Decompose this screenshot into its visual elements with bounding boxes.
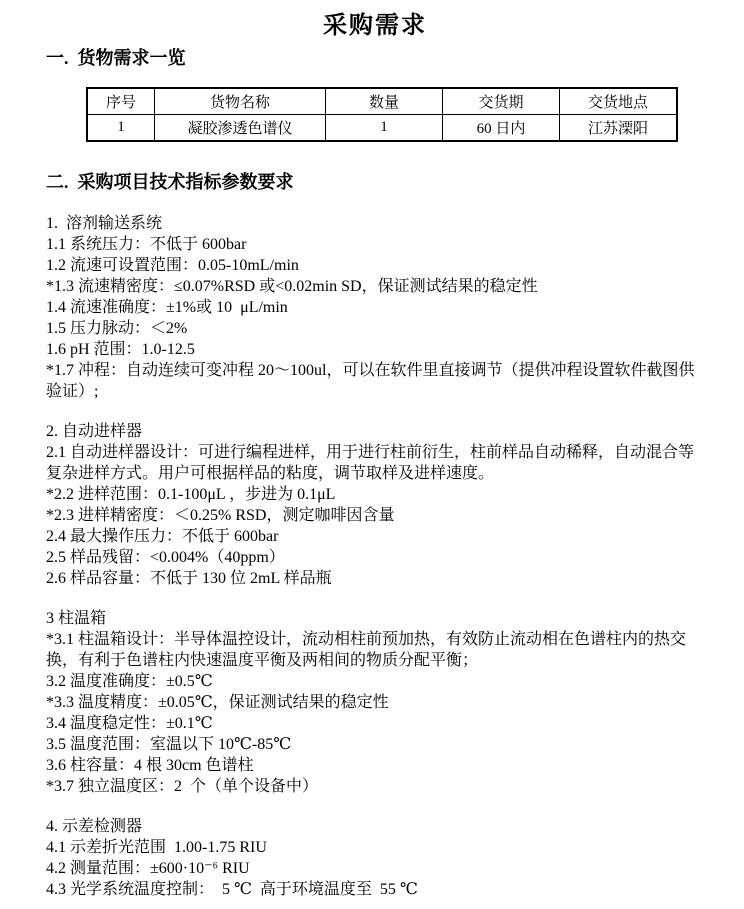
goods-table-head bbox=[87, 88, 677, 115]
section-1-heading: 一. 货物需求一览 bbox=[46, 48, 186, 68]
spec-line: *3.3 温度精度：±0.05℃，保证测试结果的稳定性 bbox=[46, 694, 389, 711]
spec-line: 2. 自动进样器 bbox=[46, 423, 143, 440]
spec-line: 2.1 自动进样器设计：可进行编程进样，用于进行柱前衍生，柱前样品自动稀释，自动混合等 bbox=[46, 444, 695, 461]
header-cell-qty: 数量 bbox=[326, 88, 443, 115]
header-cell-place: 交货地点 bbox=[560, 88, 678, 115]
spec-line: 4.3 光学系统温度控制： 5 ℃ 高于环境温度至 55 ℃ bbox=[46, 881, 418, 898]
spec-blank-line bbox=[46, 402, 704, 421]
spec-line: 1.1 系统压力：不低于 600bar bbox=[46, 236, 247, 253]
cell-qty: 1 bbox=[326, 115, 443, 142]
spec-line: 4.2 测量范围：±600·10⁻⁶ RIU bbox=[46, 860, 250, 877]
spec-line: *2.3 进样精密度：＜0.25% RSD，测定咖啡因含量 bbox=[46, 507, 395, 524]
cell-place: 江苏溧阳 bbox=[560, 115, 678, 142]
goods-table-header-row bbox=[87, 88, 677, 115]
spec-line: 3 柱温箱 bbox=[46, 610, 107, 627]
spec-line: *3.1 柱温箱设计：半导体温控设计，流动相柱前预加热，有效防止流动相在色谱柱内的热交 bbox=[46, 631, 687, 648]
spec-line: 1.6 pH 范围：1.0-12.5 bbox=[46, 341, 195, 358]
spec-line: 1.4 流速准确度：±1%或 10 μL/min bbox=[46, 299, 288, 316]
cell-date: 60 日内 bbox=[443, 115, 560, 142]
spec-line: 4.1 示差折光范围 1.00-1.75 RIU bbox=[46, 839, 267, 856]
spec-line: 2.4 最大操作压力：不低于 600bar bbox=[46, 528, 279, 545]
spec-line: *3.7 独立温度区：2 个（单个设备中） bbox=[46, 778, 319, 795]
goods-table bbox=[86, 87, 678, 142]
spec-line: 3.4 温度稳定性：±0.1℃ bbox=[46, 715, 213, 732]
spec-line: 4. 示差检测器 bbox=[46, 818, 143, 835]
document-title: 采购需求 bbox=[323, 13, 427, 39]
spec-line: *1.7 冲程：自动连续可变冲程 20～100ul，可以在软件里直接调节（提供冲程设置软件截图供 bbox=[46, 362, 695, 379]
spec-line: 3.2 温度准确度：±0.5℃ bbox=[46, 673, 213, 690]
spec-line: 3.5 温度范围：室温以下 10℃-85℃ bbox=[46, 736, 292, 753]
cell-seq: 1 bbox=[87, 115, 155, 142]
spec-line: 1.2 流速可设置范围：0.05-10mL/min bbox=[46, 257, 299, 274]
spec-line: 3.6 柱容量：4 根 30cm 色谱柱 bbox=[46, 757, 254, 774]
spec-line: 2.5 样品残留：<0.004%（40ppm） bbox=[46, 549, 285, 566]
header-cell-name: 货物名称 bbox=[155, 88, 326, 115]
spec-blank-line bbox=[46, 797, 704, 816]
spec-line: 1.5 压力脉动：＜2% bbox=[46, 320, 188, 337]
header-cell-date: 交货期 bbox=[443, 88, 560, 115]
spec-line: 换，有利于色谱柱内快速温度平衡及两相间的物质分配平衡； bbox=[46, 652, 479, 669]
cell-name: 凝胶渗透色谱仪 bbox=[155, 115, 326, 142]
table-row bbox=[87, 115, 677, 142]
spec-list bbox=[46, 213, 704, 900]
spec-line: 复杂进样方式。用户可根据样品的粘度，调节取样及进样速度。 bbox=[46, 465, 495, 482]
goods-table-body bbox=[87, 115, 677, 142]
spec-blank-line bbox=[46, 589, 704, 608]
spec-line: *1.3 流速精密度：≤0.07%RSD 或<0.02min SD，保证测试结果的稳定性 bbox=[46, 278, 538, 295]
spec-line: *2.2 进样范围：0.1-100μL ，步进为 0.1μL bbox=[46, 486, 336, 503]
spec-line: 验证）; bbox=[46, 383, 99, 400]
spec-line: 2.6 样品容量：不低于 130 位 2mL 样品瓶 bbox=[46, 570, 332, 587]
section-2-heading: 二. 采购项目技术指标参数要求 bbox=[46, 172, 294, 192]
header-cell-seq: 序号 bbox=[87, 88, 155, 115]
spec-line: 1. 溶剂输送系统 bbox=[46, 215, 163, 232]
